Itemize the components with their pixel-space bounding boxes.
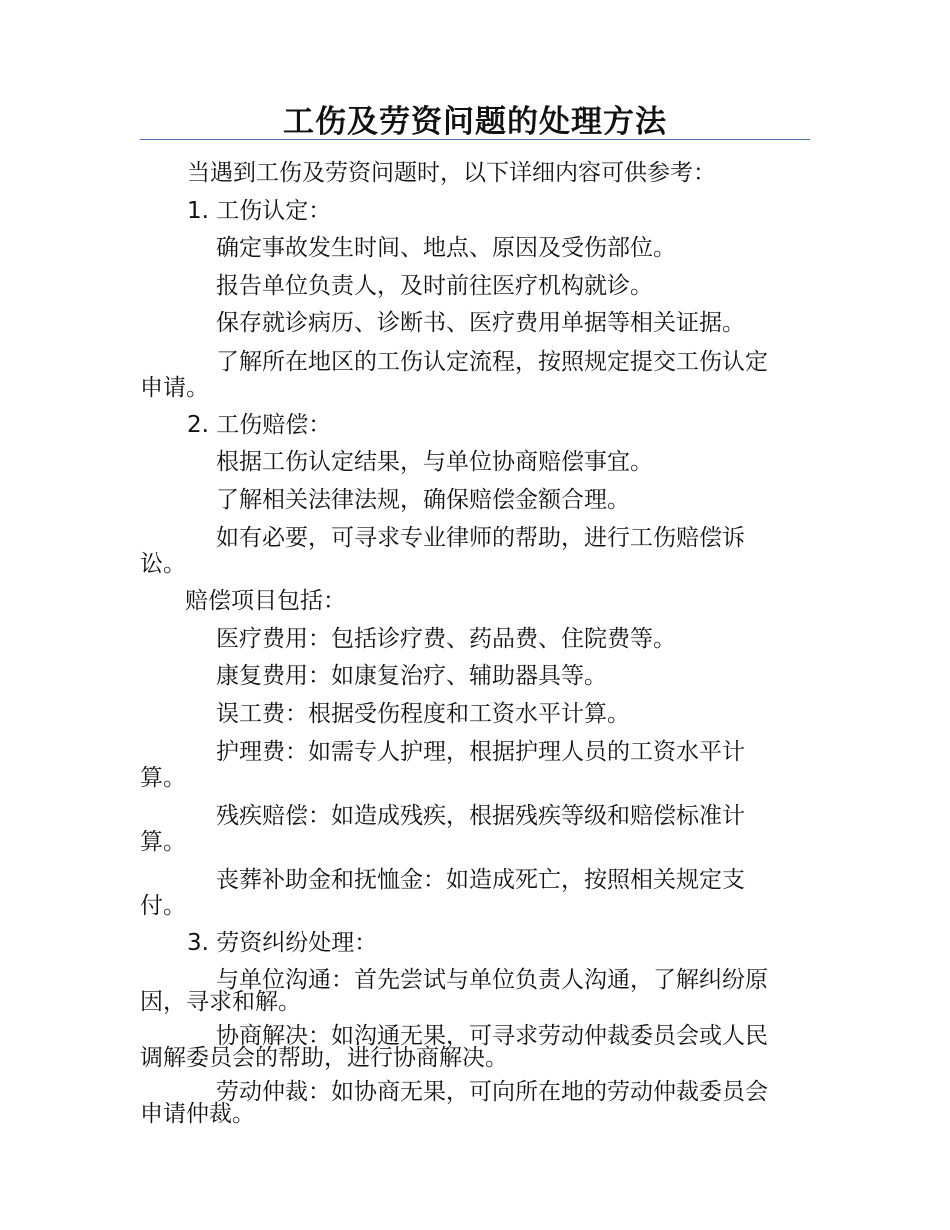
list-item: 根据工伤认定结果，与单位协商赔偿事宜。: [216, 449, 653, 475]
list-item: 报告单位负责人，及时前往医疗机构就诊。: [216, 272, 653, 299]
list-item: 康复费用：如康复治疗、辅助器具等。: [216, 663, 607, 689]
list-item: 残疾赔偿：如造成残疾，根据残疾等级和赔偿标准计算。: [140, 803, 745, 855]
list-item: 如有必要，可寻求专业律师的帮助，进行工伤赔偿诉讼。: [140, 525, 745, 577]
list-item: 医疗费用：包括诊疗费、药品费、住院费等。: [216, 625, 676, 652]
compensation-subheading: 赔偿项目包括：: [185, 588, 346, 614]
list-item: 与单位沟通：首先尝试与单位负责人沟通，了解纠纷原因，寻求和解。: [140, 966, 768, 1015]
document-body: [140, 155, 790, 1131]
section-heading-injury-recognition: 1. 工伤认定：: [187, 197, 332, 224]
list-item: 保存就诊病历、诊断书、医疗费用单据等相关证据。: [216, 310, 745, 336]
list-item: 了解所在地区的工伤认定流程，按照规定提交工伤认定申请。: [140, 348, 768, 401]
section-heading-labor-dispute: 3. 劳资纠纷处理：: [187, 930, 378, 956]
list-item: 确定事故发生时间、地点、原因及受伤部位。: [216, 235, 676, 261]
list-item: 劳动仲裁：如协商无果，可向所在地的劳动仲裁委员会申请仲裁。: [140, 1078, 768, 1127]
list-item: 护理费：如需专人护理，根据护理人员的工资水平计算。: [140, 739, 745, 791]
list-item: 误工费：根据受伤程度和工资水平计算。: [216, 700, 630, 727]
list-item: 协商解决：如沟通无果，可寻求劳动仲裁委员会或人民调解委员会的帮助，进行协商解决。: [140, 1022, 768, 1071]
list-item: 丧葬补助金和抚恤金：如造成死亡，按照相关规定支付。: [140, 867, 745, 919]
section-heading-injury-compensation: 2. 工伤赔偿：: [187, 411, 332, 438]
document-title: 工伤及劳资问题的处理方法: [283, 104, 667, 140]
title-underline: [140, 139, 810, 140]
intro-paragraph: 当遇到工伤及劳资问题时，以下详细内容可供参考：: [187, 160, 716, 186]
list-item: 了解相关法律法规，确保赔偿金额合理。: [216, 486, 630, 513]
